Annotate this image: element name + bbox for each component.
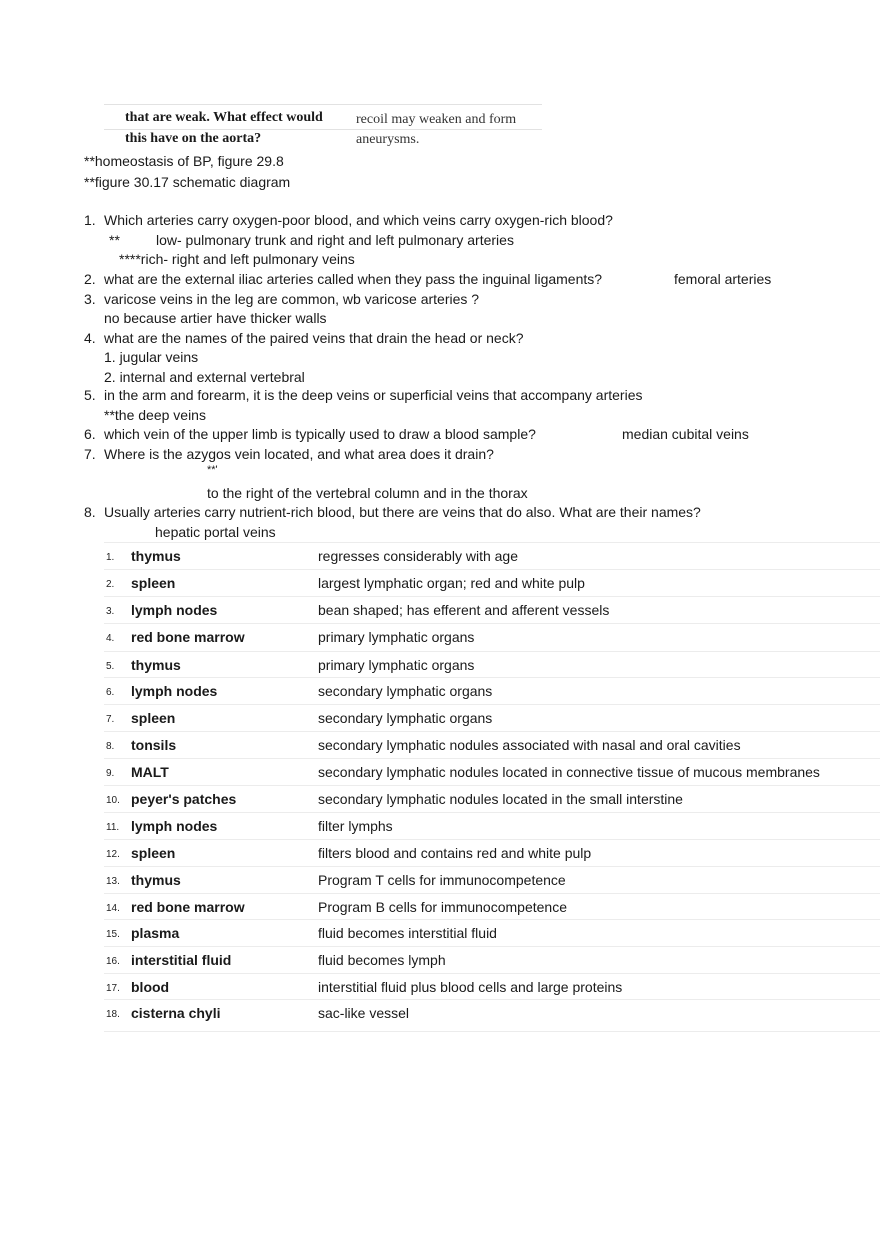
table-row xyxy=(104,839,880,867)
answer-text: femoral arteries xyxy=(674,271,772,287)
row-term: blood xyxy=(131,979,170,995)
table-rule xyxy=(104,129,542,130)
answer-text: **the deep veins xyxy=(104,407,206,423)
question-text: Where is the azygos vein located, and what area does it drain? xyxy=(104,446,494,462)
table-row xyxy=(104,785,880,813)
row-number: 17. xyxy=(106,983,120,994)
row-term: tonsils xyxy=(131,737,177,753)
table-row xyxy=(104,569,880,597)
table-row xyxy=(104,946,880,974)
table-row xyxy=(104,999,880,1027)
answer-text: ****rich- right and left pulmonary veins xyxy=(119,251,355,267)
answer-text: no because artier have thicker walls xyxy=(104,310,327,326)
answer-marker: ** xyxy=(109,232,120,248)
row-term: thymus xyxy=(131,872,181,888)
row-number: 14. xyxy=(106,903,120,914)
table-row xyxy=(104,812,880,840)
answer-text: 1. jugular veins xyxy=(104,349,199,365)
note-line: **figure 30.17 schematic diagram xyxy=(84,174,291,190)
row-description: fluid becomes interstitial fluid xyxy=(318,925,497,941)
table-rule xyxy=(104,104,542,105)
carryover-table xyxy=(104,104,542,152)
row-term: lymph nodes xyxy=(131,602,218,618)
table-question-line: that are weak. What effect would xyxy=(125,110,323,125)
question-number: 8. xyxy=(84,504,96,520)
row-term: lymph nodes xyxy=(131,818,218,834)
row-term: lymph nodes xyxy=(131,683,218,699)
table-row xyxy=(104,893,880,921)
answer-marker: **' xyxy=(207,464,218,476)
table-row xyxy=(104,919,880,947)
question-text: what are the external iliac arteries called when they pass the inguinal ligaments? xyxy=(104,271,603,287)
row-description: secondary lymphatic organs xyxy=(318,683,493,699)
question-number: 1. xyxy=(84,212,96,228)
table-row xyxy=(104,704,880,732)
table-answer-line: recoil may weaken and form xyxy=(356,112,517,127)
row-number: 1. xyxy=(106,552,115,563)
row-description: filters blood and contains red and white pulp xyxy=(318,845,592,861)
row-description: Program B cells for immunocompetence xyxy=(318,899,567,915)
row-description: primary lymphatic organs xyxy=(318,657,475,673)
question-text: what are the names of the paired veins that drain the head or neck? xyxy=(104,330,524,346)
question-number: 4. xyxy=(84,330,96,346)
table-answer-line: aneurysms. xyxy=(356,132,420,147)
row-term: spleen xyxy=(131,575,176,591)
question-text: varicose veins in the leg are common, wb varicose arteries ? xyxy=(104,291,480,307)
row-number: 4. xyxy=(106,633,115,644)
question-text: in the arm and forearm, it is the deep veins or superficial veins that accompany arteries xyxy=(104,387,643,403)
row-number: 11. xyxy=(106,822,120,833)
question-number: 3. xyxy=(84,291,96,307)
table-row xyxy=(104,677,880,705)
row-term: red bone marrow xyxy=(131,899,245,915)
question-number: 2. xyxy=(84,271,96,287)
answer-text: to the right of the vertebral column and in the thorax xyxy=(207,485,528,501)
row-description: secondary lymphatic nodules located in connective tissue of mucous membranes xyxy=(318,764,820,780)
row-description: fluid becomes lymph xyxy=(318,952,446,968)
question-number: 7. xyxy=(84,446,96,462)
answer-text: 2. internal and external vertebral xyxy=(104,369,305,385)
row-number: 2. xyxy=(106,579,115,590)
row-number: 5. xyxy=(106,661,115,672)
table-question-line: this have on the aorta? xyxy=(125,131,262,146)
row-description: bean shaped; has efferent and afferent vessels xyxy=(318,602,610,618)
answer-text: hepatic portal veins xyxy=(155,524,276,540)
row-description: secondary lymphatic nodules located in the small interstine xyxy=(318,791,683,807)
row-number: 8. xyxy=(106,741,115,752)
row-number: 15. xyxy=(106,929,120,940)
table-row xyxy=(104,758,880,786)
row-term: spleen xyxy=(131,710,176,726)
question-text: Which arteries carry oxygen-poor blood, and which veins carry oxygen-rich blood? xyxy=(104,212,613,228)
table-row xyxy=(104,596,880,624)
row-term: MALT xyxy=(131,764,169,780)
row-number: 18. xyxy=(106,1009,120,1020)
table-row xyxy=(104,542,880,570)
row-number: 3. xyxy=(106,606,115,617)
row-description: secondary lymphatic nodules associated with nasal and oral cavities xyxy=(318,737,741,753)
row-description: secondary lymphatic organs xyxy=(318,710,493,726)
row-term: red bone marrow xyxy=(131,629,245,645)
row-description: Program T cells for immunocompetence xyxy=(318,872,566,888)
row-term: thymus xyxy=(131,548,181,564)
question-text: Usually arteries carry nutrient-rich blood, but there are veins that do also. What are their names? xyxy=(104,504,701,520)
table-row xyxy=(104,731,880,759)
row-number: 6. xyxy=(106,687,115,698)
row-number: 13. xyxy=(106,876,120,887)
row-number: 9. xyxy=(106,768,115,779)
question-number: 6. xyxy=(84,426,96,442)
table-row xyxy=(104,866,880,894)
row-description: primary lymphatic organs xyxy=(318,629,475,645)
row-number: 7. xyxy=(106,714,115,725)
table-row xyxy=(104,973,880,1001)
question-text: which vein of the upper limb is typically used to draw a blood sample? xyxy=(104,426,536,442)
answer-text: median cubital veins xyxy=(622,426,749,442)
answer-text: low- pulmonary trunk and right and left pulmonary arteries xyxy=(156,232,514,248)
note-line: **homeostasis of BP, figure 29.8 xyxy=(84,153,284,169)
row-number: 16. xyxy=(106,956,120,967)
row-number: 10. xyxy=(106,795,120,806)
question-number: 5. xyxy=(84,387,96,403)
row-description: filter lymphs xyxy=(318,818,393,834)
row-term: cisterna chyli xyxy=(131,1005,221,1021)
row-description: sac-like vessel xyxy=(318,1005,410,1021)
row-description: interstitial fluid plus blood cells and large proteins xyxy=(318,979,623,995)
row-term: interstitial fluid xyxy=(131,952,232,968)
row-term: peyer's patches xyxy=(131,791,237,807)
row-description: largest lymphatic organ; red and white pulp xyxy=(318,575,585,591)
table-row xyxy=(104,623,880,651)
table-rule xyxy=(104,1031,880,1032)
row-term: spleen xyxy=(131,845,176,861)
row-term: plasma xyxy=(131,925,180,941)
row-description: regresses considerably with age xyxy=(318,548,518,564)
row-term: thymus xyxy=(131,657,181,673)
table-row xyxy=(104,651,880,679)
row-number: 12. xyxy=(106,849,120,860)
